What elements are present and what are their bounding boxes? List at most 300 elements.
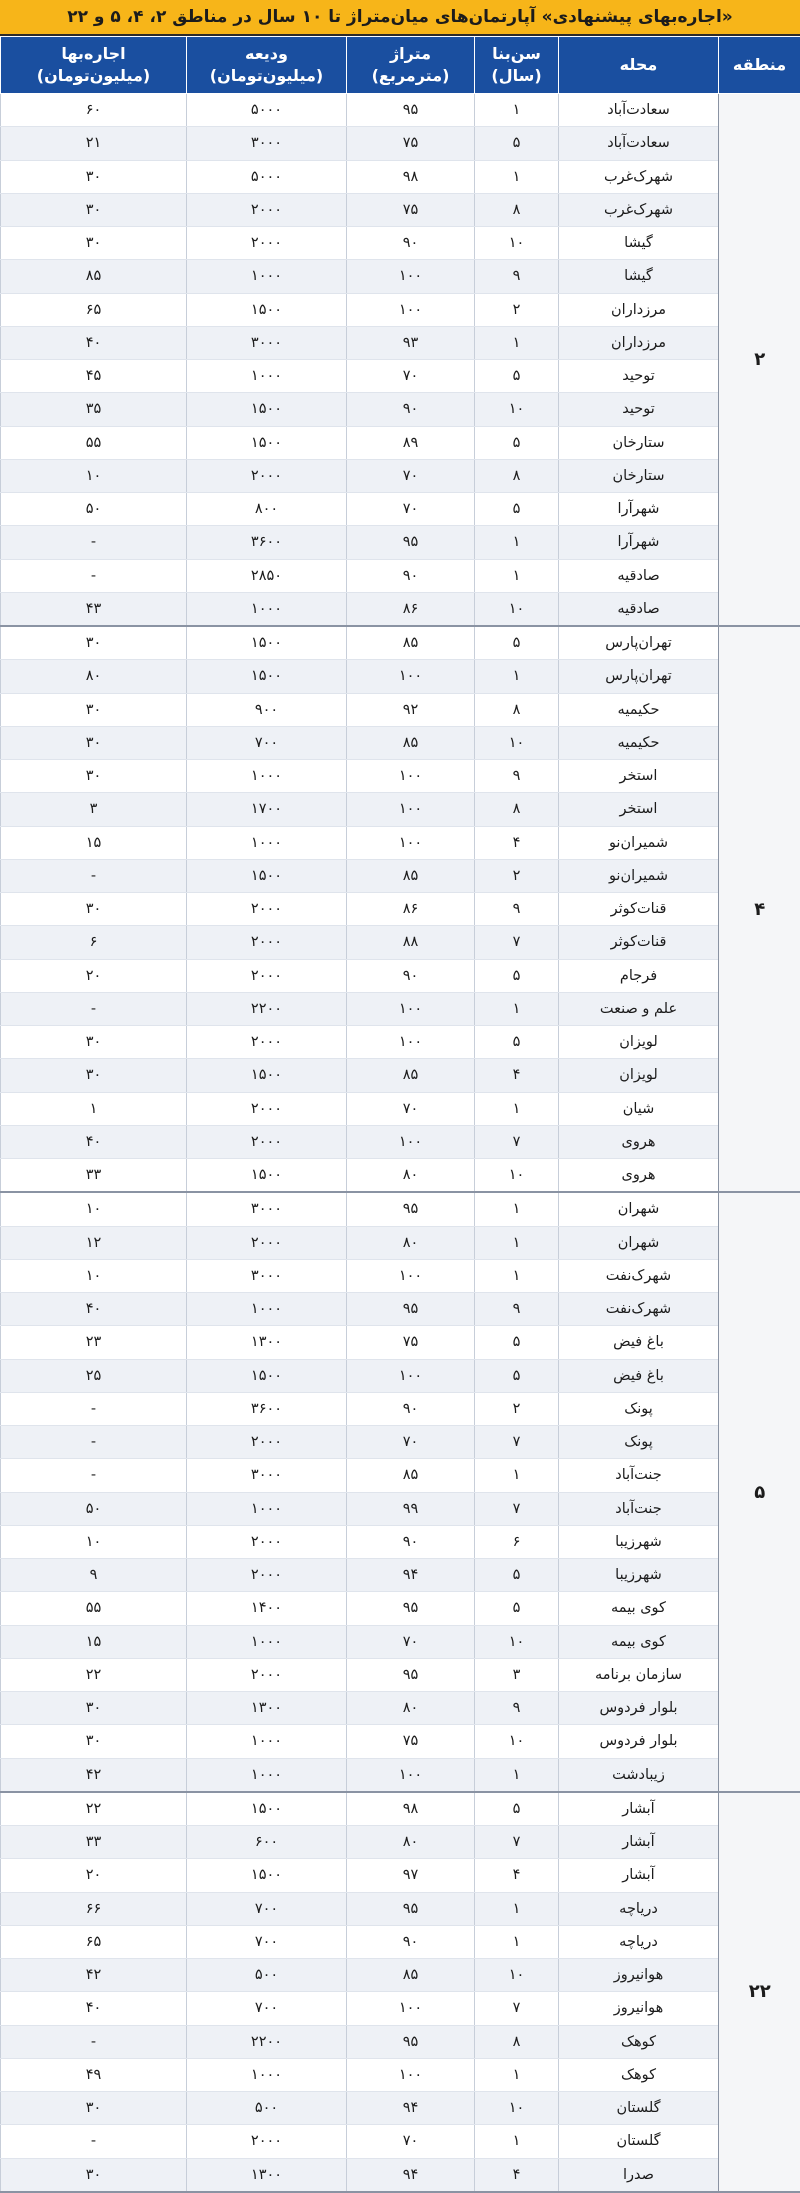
age-cell: ۱۰ [475, 1725, 559, 1758]
deposit-cell: ۵۰۰۰ [187, 94, 347, 127]
area-cell: ۸۹ [347, 426, 475, 459]
name-cell: پونک [559, 1392, 719, 1425]
age-cell: ۹ [475, 1692, 559, 1725]
table-row [1, 1758, 800, 1792]
name-cell: شمیران‌نو [559, 826, 719, 859]
age-cell: ۱۰ [475, 227, 559, 260]
deposit-cell: ۱۰۰۰ [187, 826, 347, 859]
age-cell: ۵ [475, 493, 559, 526]
deposit-cell: ۱۵۰۰ [187, 426, 347, 459]
name-cell: علم و صنعت [559, 992, 719, 1025]
table-row [1, 1725, 800, 1758]
table-row [1, 1592, 800, 1625]
name-cell: صدرا [559, 2158, 719, 2192]
deposit-cell: ۲۰۰۰ [187, 1658, 347, 1691]
age-cell: ۵ [475, 1792, 559, 1826]
name-cell: مرزداران [559, 326, 719, 359]
age-cell: ۹ [475, 893, 559, 926]
table-row [1, 592, 800, 626]
table-row [1, 1625, 800, 1658]
area-cell: ۹۵ [347, 1192, 475, 1226]
area-cell: ۷۵ [347, 193, 475, 226]
age-cell: ۱ [475, 1226, 559, 1259]
age-cell: ۸ [475, 459, 559, 492]
deposit-cell: ۱۰۰۰ [187, 260, 347, 293]
age-cell: ۱۰ [475, 1959, 559, 1992]
area-cell: ۷۵ [347, 127, 475, 160]
name-cell: شهرزیبا [559, 1525, 719, 1558]
deposit-cell: ۸۰۰ [187, 493, 347, 526]
age-cell: ۸ [475, 193, 559, 226]
rent-cell: ۱۲ [1, 1226, 187, 1259]
table-row [1, 326, 800, 359]
table-row [1, 127, 800, 160]
deposit-cell: ۱۰۰۰ [187, 1625, 347, 1658]
table-row [1, 1992, 800, 2025]
rent-cell: - [1, 559, 187, 592]
name-cell: شهرک‌غرب [559, 193, 719, 226]
age-cell: ۵ [475, 1026, 559, 1059]
age-cell: ۴ [475, 1859, 559, 1892]
deposit-cell: ۲۰۰۰ [187, 893, 347, 926]
name-cell: شهرک‌نفت [559, 1293, 719, 1326]
table-row [1, 393, 800, 426]
area-cell: ۷۰ [347, 493, 475, 526]
name-cell: شیان [559, 1092, 719, 1125]
age-cell: ۵ [475, 959, 559, 992]
age-cell: ۷ [475, 1992, 559, 2025]
name-cell: جنت‌آباد [559, 1459, 719, 1492]
table-row [1, 2025, 800, 2058]
name-cell: تهران‌پارس [559, 660, 719, 693]
deposit-cell: ۳۰۰۰ [187, 1459, 347, 1492]
table-row [1, 1459, 800, 1492]
area-cell: ۹۲ [347, 693, 475, 726]
rent-cell: ۱۰ [1, 1259, 187, 1292]
name-cell: لویزان [559, 1026, 719, 1059]
deposit-cell: ۱۰۰۰ [187, 760, 347, 793]
table-row [1, 1658, 800, 1691]
area-cell: ۷۰ [347, 1625, 475, 1658]
name-cell: دریاچه [559, 1892, 719, 1925]
name-cell: کوی بیمه [559, 1592, 719, 1625]
area-cell: ۸۵ [347, 859, 475, 892]
table-row [1, 459, 800, 492]
name-cell: کوهک [559, 2058, 719, 2091]
rent-cell: ۲۲ [1, 1792, 187, 1826]
deposit-cell: ۲۰۰۰ [187, 1525, 347, 1558]
area-cell: ۷۵ [347, 1326, 475, 1359]
zone-cell: ۴ [719, 626, 800, 1192]
area-cell: ۹۵ [347, 1658, 475, 1691]
rent-cell: - [1, 859, 187, 892]
name-cell: شهران [559, 1226, 719, 1259]
rent-cell: ۶۵ [1, 1925, 187, 1958]
name-cell: توحید [559, 360, 719, 393]
age-cell: ۸ [475, 2025, 559, 2058]
header-age: سن‌بنا (سال) [475, 37, 559, 94]
name-cell: فرجام [559, 959, 719, 992]
name-cell: توحید [559, 393, 719, 426]
deposit-cell: ۱۵۰۰ [187, 293, 347, 326]
area-cell: ۹۸ [347, 160, 475, 193]
area-cell: ۱۰۰ [347, 1026, 475, 1059]
table-row [1, 94, 800, 127]
rent-cell: ۳۰ [1, 760, 187, 793]
age-cell: ۱۰ [475, 726, 559, 759]
area-cell: ۷۵ [347, 1725, 475, 1758]
rent-cell: ۱۰ [1, 459, 187, 492]
rent-cell: ۱ [1, 1092, 187, 1125]
rent-cell: - [1, 1459, 187, 1492]
deposit-cell: ۱۴۰۰ [187, 1592, 347, 1625]
rent-cell: ۳۰ [1, 1725, 187, 1758]
rent-cell: ۳۰ [1, 1059, 187, 1092]
rent-cell: ۳۵ [1, 393, 187, 426]
table-row [1, 1026, 800, 1059]
rent-cell: ۳۰ [1, 160, 187, 193]
header-name: محله [559, 37, 719, 94]
age-cell: ۱ [475, 1092, 559, 1125]
area-cell: ۹۵ [347, 1592, 475, 1625]
area-cell: ۱۰۰ [347, 260, 475, 293]
table-row [1, 193, 800, 226]
name-cell: تهران‌پارس [559, 626, 719, 660]
area-cell: ۸۵ [347, 1959, 475, 1992]
name-cell: قنات‌کوثر [559, 926, 719, 959]
rent-cell: ۴۹ [1, 2058, 187, 2091]
deposit-cell: ۲۰۰۰ [187, 227, 347, 260]
rent-cell: ۳۰ [1, 626, 187, 660]
rent-table [0, 36, 800, 2193]
name-cell: آبشار [559, 1792, 719, 1826]
table-row [1, 2158, 800, 2192]
age-cell: ۱ [475, 1192, 559, 1226]
deposit-cell: ۵۰۰ [187, 1959, 347, 1992]
table-row [1, 1192, 800, 1226]
age-cell: ۱۰ [475, 1159, 559, 1193]
age-cell: ۱ [475, 1892, 559, 1925]
area-cell: ۹۵ [347, 2025, 475, 2058]
area-cell: ۷۰ [347, 1426, 475, 1459]
table-row [1, 1859, 800, 1892]
deposit-cell: ۱۵۰۰ [187, 660, 347, 693]
deposit-cell: ۱۷۰۰ [187, 793, 347, 826]
header-area: متراژ (مترمربع) [347, 37, 475, 94]
deposit-cell: ۷۰۰ [187, 1992, 347, 2025]
name-cell: حکیمیه [559, 693, 719, 726]
deposit-cell: ۱۵۰۰ [187, 859, 347, 892]
zone-cell: ۵ [719, 1192, 800, 1792]
area-cell: ۹۵ [347, 94, 475, 127]
rent-cell: ۲۵ [1, 1359, 187, 1392]
area-cell: ۱۰۰ [347, 2058, 475, 2091]
rent-cell: ۴۲ [1, 1758, 187, 1792]
age-cell: ۳ [475, 1658, 559, 1691]
table-row [1, 1392, 800, 1425]
area-cell: ۱۰۰ [347, 793, 475, 826]
age-cell: ۱ [475, 1758, 559, 1792]
rent-cell: ۳۰ [1, 1692, 187, 1725]
table-row [1, 1792, 800, 1826]
age-cell: ۵ [475, 426, 559, 459]
deposit-cell: ۷۰۰ [187, 1892, 347, 1925]
area-cell: ۸۵ [347, 1459, 475, 1492]
deposit-cell: ۱۵۰۰ [187, 626, 347, 660]
rent-cell: ۳۰ [1, 726, 187, 759]
area-cell: ۹۴ [347, 1559, 475, 1592]
rent-cell: ۴۰ [1, 1125, 187, 1158]
area-cell: ۹۳ [347, 326, 475, 359]
table-row [1, 1259, 800, 1292]
deposit-cell: ۲۰۰۰ [187, 1559, 347, 1592]
name-cell: استخر [559, 760, 719, 793]
rent-cell: - [1, 2125, 187, 2158]
area-cell: ۸۵ [347, 626, 475, 660]
area-cell: ۹۰ [347, 1525, 475, 1558]
age-cell: ۱ [475, 992, 559, 1025]
age-cell: ۱ [475, 160, 559, 193]
name-cell: بلوار فردوس [559, 1692, 719, 1725]
deposit-cell: ۱۰۰۰ [187, 1758, 347, 1792]
table-row [1, 2125, 800, 2158]
area-cell: ۷۰ [347, 360, 475, 393]
name-cell: گیشا [559, 260, 719, 293]
name-cell: ستارخان [559, 426, 719, 459]
age-cell: ۵ [475, 127, 559, 160]
rent-cell: - [1, 2025, 187, 2058]
table-row [1, 1326, 800, 1359]
rent-cell: ۵۰ [1, 1492, 187, 1525]
name-cell: گلستان [559, 2125, 719, 2158]
rent-cell: ۳۳ [1, 1826, 187, 1859]
age-cell: ۶ [475, 1525, 559, 1558]
age-cell: ۸ [475, 793, 559, 826]
area-cell: ۹۰ [347, 393, 475, 426]
name-cell: شهرآرا [559, 493, 719, 526]
age-cell: ۹ [475, 1293, 559, 1326]
deposit-cell: ۲۰۰۰ [187, 1226, 347, 1259]
area-cell: ۷۰ [347, 1092, 475, 1125]
name-cell: باغ فیض [559, 1359, 719, 1392]
deposit-cell: ۲۸۵۰ [187, 559, 347, 592]
table-row [1, 1293, 800, 1326]
table-row [1, 227, 800, 260]
rent-cell: ۶ [1, 926, 187, 959]
area-cell: ۸۵ [347, 726, 475, 759]
table-title: «اجاره‌بهای پیشنهادی» آپارتمان‌های میان‌متراژ تا ۱۰ سال در مناطق ۲، ۴، ۵ و ۲۲ [0, 0, 800, 36]
name-cell: لویزان [559, 1059, 719, 1092]
deposit-cell: ۲۲۰۰ [187, 2025, 347, 2058]
age-cell: ۱ [475, 1459, 559, 1492]
rent-cell: ۱۰ [1, 1192, 187, 1226]
age-cell: ۱۰ [475, 2092, 559, 2125]
deposit-cell: ۱۵۰۰ [187, 393, 347, 426]
table-row [1, 992, 800, 1025]
table-row [1, 760, 800, 793]
deposit-cell: ۳۶۰۰ [187, 1392, 347, 1425]
age-cell: ۲ [475, 859, 559, 892]
area-cell: ۱۰۰ [347, 992, 475, 1025]
area-cell: ۸۰ [347, 1226, 475, 1259]
table-row [1, 793, 800, 826]
deposit-cell: ۳۶۰۰ [187, 526, 347, 559]
name-cell: استخر [559, 793, 719, 826]
age-cell: ۱۰ [475, 393, 559, 426]
zone-cell: ۲۲ [719, 1792, 800, 2192]
area-cell: ۹۰ [347, 1925, 475, 1958]
area-cell: ۷۰ [347, 2125, 475, 2158]
rent-cell: ۳۰ [1, 2158, 187, 2192]
age-cell: ۷ [475, 1492, 559, 1525]
area-cell: ۷۰ [347, 459, 475, 492]
name-cell: هوانیروز [559, 1959, 719, 1992]
age-cell: ۵ [475, 1326, 559, 1359]
age-cell: ۱ [475, 526, 559, 559]
deposit-cell: ۵۰۰ [187, 2092, 347, 2125]
rent-cell: ۴۰ [1, 326, 187, 359]
table-row [1, 426, 800, 459]
deposit-cell: ۲۰۰۰ [187, 1426, 347, 1459]
rent-cell: ۱۵ [1, 1625, 187, 1658]
zone-cell: ۲ [719, 94, 800, 627]
age-cell: ۷ [475, 1826, 559, 1859]
name-cell: صادقیه [559, 559, 719, 592]
age-cell: ۵ [475, 1559, 559, 1592]
table-row [1, 893, 800, 926]
deposit-cell: ۳۰۰۰ [187, 1259, 347, 1292]
deposit-cell: ۲۲۰۰ [187, 992, 347, 1025]
name-cell: سعادت‌آباد [559, 94, 719, 127]
rent-cell: ۴۵ [1, 360, 187, 393]
deposit-cell: ۷۰۰ [187, 1925, 347, 1958]
area-cell: ۱۰۰ [347, 1992, 475, 2025]
area-cell: ۸۵ [347, 1059, 475, 1092]
area-cell: ۸۰ [347, 1826, 475, 1859]
deposit-cell: ۱۵۰۰ [187, 1859, 347, 1892]
area-cell: ۱۰۰ [347, 826, 475, 859]
table-row [1, 1959, 800, 1992]
area-cell: ۹۰ [347, 959, 475, 992]
table-row [1, 493, 800, 526]
deposit-cell: ۳۰۰۰ [187, 1192, 347, 1226]
rent-cell: ۲۲ [1, 1658, 187, 1691]
name-cell: صادقیه [559, 592, 719, 626]
deposit-cell: ۲۰۰۰ [187, 459, 347, 492]
age-cell: ۴ [475, 826, 559, 859]
age-cell: ۵ [475, 1592, 559, 1625]
name-cell: بلوار فردوس [559, 1725, 719, 1758]
area-cell: ۱۰۰ [347, 1259, 475, 1292]
area-cell: ۹۴ [347, 2092, 475, 2125]
deposit-cell: ۲۰۰۰ [187, 926, 347, 959]
table-row [1, 526, 800, 559]
name-cell: جنت‌آباد [559, 1492, 719, 1525]
rent-cell: ۲۳ [1, 1326, 187, 1359]
age-cell: ۷ [475, 1426, 559, 1459]
deposit-cell: ۲۰۰۰ [187, 1026, 347, 1059]
table-row [1, 1059, 800, 1092]
table-row [1, 1525, 800, 1558]
name-cell: زیبادشت [559, 1758, 719, 1792]
rent-cell: ۶۰ [1, 94, 187, 127]
age-cell: ۱ [475, 2058, 559, 2091]
table-row [1, 1892, 800, 1925]
rent-cell: ۵۵ [1, 426, 187, 459]
name-cell: ستارخان [559, 459, 719, 492]
table-row [1, 626, 800, 660]
age-cell: ۱۰ [475, 592, 559, 626]
area-cell: ۹۵ [347, 1293, 475, 1326]
table-row [1, 859, 800, 892]
rent-cell: ۲۱ [1, 127, 187, 160]
deposit-cell: ۲۰۰۰ [187, 193, 347, 226]
table-body [1, 94, 800, 2192]
deposit-cell: ۶۰۰ [187, 1826, 347, 1859]
rent-cell: ۳۳ [1, 1159, 187, 1193]
rent-cell: ۱۵ [1, 826, 187, 859]
age-cell: ۱ [475, 1925, 559, 1958]
deposit-cell: ۱۳۰۰ [187, 1692, 347, 1725]
rent-cell: ۳ [1, 793, 187, 826]
deposit-cell: ۱۰۰۰ [187, 1293, 347, 1326]
table-row [1, 260, 800, 293]
area-cell: ۹۰ [347, 227, 475, 260]
table-row [1, 726, 800, 759]
name-cell: شمیران‌نو [559, 859, 719, 892]
name-cell: آبشار [559, 1859, 719, 1892]
area-cell: ۱۰۰ [347, 660, 475, 693]
deposit-cell: ۱۳۰۰ [187, 1326, 347, 1359]
table-row [1, 1559, 800, 1592]
rent-cell: ۳۰ [1, 227, 187, 260]
area-cell: ۸۰ [347, 1159, 475, 1193]
deposit-cell: ۱۵۰۰ [187, 1059, 347, 1092]
age-cell: ۱ [475, 660, 559, 693]
table-row [1, 693, 800, 726]
name-cell: هروی [559, 1159, 719, 1193]
age-cell: ۱ [475, 1259, 559, 1292]
deposit-cell: ۳۰۰۰ [187, 326, 347, 359]
name-cell: سعادت‌آباد [559, 127, 719, 160]
table-row [1, 559, 800, 592]
rent-cell: - [1, 1426, 187, 1459]
area-cell: ۹۵ [347, 526, 475, 559]
deposit-cell: ۵۰۰۰ [187, 160, 347, 193]
area-cell: ۱۰۰ [347, 293, 475, 326]
header-row [1, 37, 800, 94]
name-cell: شهرآرا [559, 526, 719, 559]
table-row [1, 160, 800, 193]
rent-cell: ۲۰ [1, 1859, 187, 1892]
name-cell: قنات‌کوثر [559, 893, 719, 926]
area-cell: ۹۵ [347, 1892, 475, 1925]
rent-cell: ۹ [1, 1559, 187, 1592]
name-cell: شهرک‌نفت [559, 1259, 719, 1292]
rent-cell: - [1, 526, 187, 559]
name-cell: باغ فیض [559, 1326, 719, 1359]
area-cell: ۱۰۰ [347, 1359, 475, 1392]
name-cell: شهران [559, 1192, 719, 1226]
deposit-cell: ۳۰۰۰ [187, 127, 347, 160]
age-cell: ۴ [475, 1059, 559, 1092]
deposit-cell: ۱۰۰۰ [187, 360, 347, 393]
name-cell: سازمان برنامه [559, 1658, 719, 1691]
age-cell: ۹ [475, 260, 559, 293]
area-cell: ۹۸ [347, 1792, 475, 1826]
area-cell: ۹۰ [347, 1392, 475, 1425]
table-row [1, 2058, 800, 2091]
